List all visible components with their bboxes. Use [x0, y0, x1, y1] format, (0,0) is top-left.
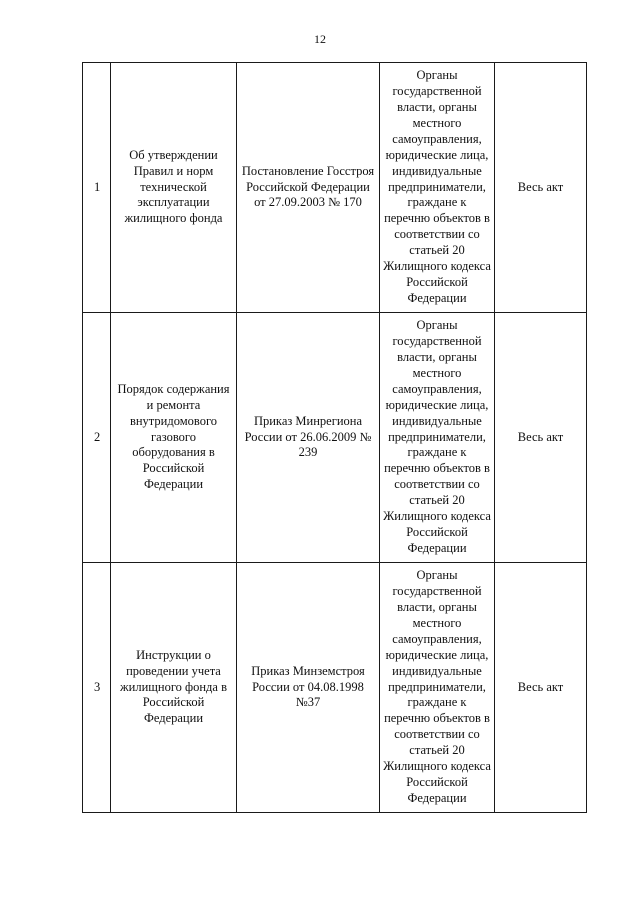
- act-scope: Весь акт: [495, 313, 587, 563]
- act-subjects: Органы государственной власти, органы местного самоуправления, юридические лица, индивидуальные предприниматели, граждане к перечню объектов в соответствии со статьей 20 Жилищного кодекса Российской Федерации: [380, 63, 495, 313]
- legal-acts-table: [82, 62, 587, 813]
- page-number: 12: [314, 32, 326, 46]
- row-number: 2: [83, 313, 111, 563]
- table-row: [83, 63, 587, 313]
- act-scope: Весь акт: [495, 563, 587, 813]
- act-title: Порядок содержания и ремонта внутридомового газового оборудования в Российской Федерации: [111, 313, 237, 563]
- act-reference: Приказ Минрегиона России от 26.06.2009 № 239: [237, 313, 380, 563]
- act-title: Об утверждении Правил и норм технической эксплуатации жилищного фонда: [111, 63, 237, 313]
- row-number: 1: [83, 63, 111, 313]
- act-reference: Приказ Минземстроя России от 04.08.1998 №37: [237, 563, 380, 813]
- act-subjects: Органы государственной власти, органы местного самоуправления, юридические лица, индивидуальные предприниматели, граждане к перечню объектов в соответствии со статьей 20 Жилищного кодекса Российской Федерации: [380, 563, 495, 813]
- act-reference: Постановление Госстроя Российской Федерации от 27.09.2003 № 170: [237, 63, 380, 313]
- act-title: Инструкции о проведении учета жилищного фонда в Российской Федерации: [111, 563, 237, 813]
- table-row: [83, 313, 587, 563]
- row-number: 3: [83, 563, 111, 813]
- act-subjects: Органы государственной власти, органы местного самоуправления, юридические лица, индивидуальные предприниматели, граждане к перечню объектов в соответствии со статьей 20 Жилищного кодекса Российской Федерации: [380, 313, 495, 563]
- table-row: [83, 563, 587, 813]
- act-scope: Весь акт: [495, 63, 587, 313]
